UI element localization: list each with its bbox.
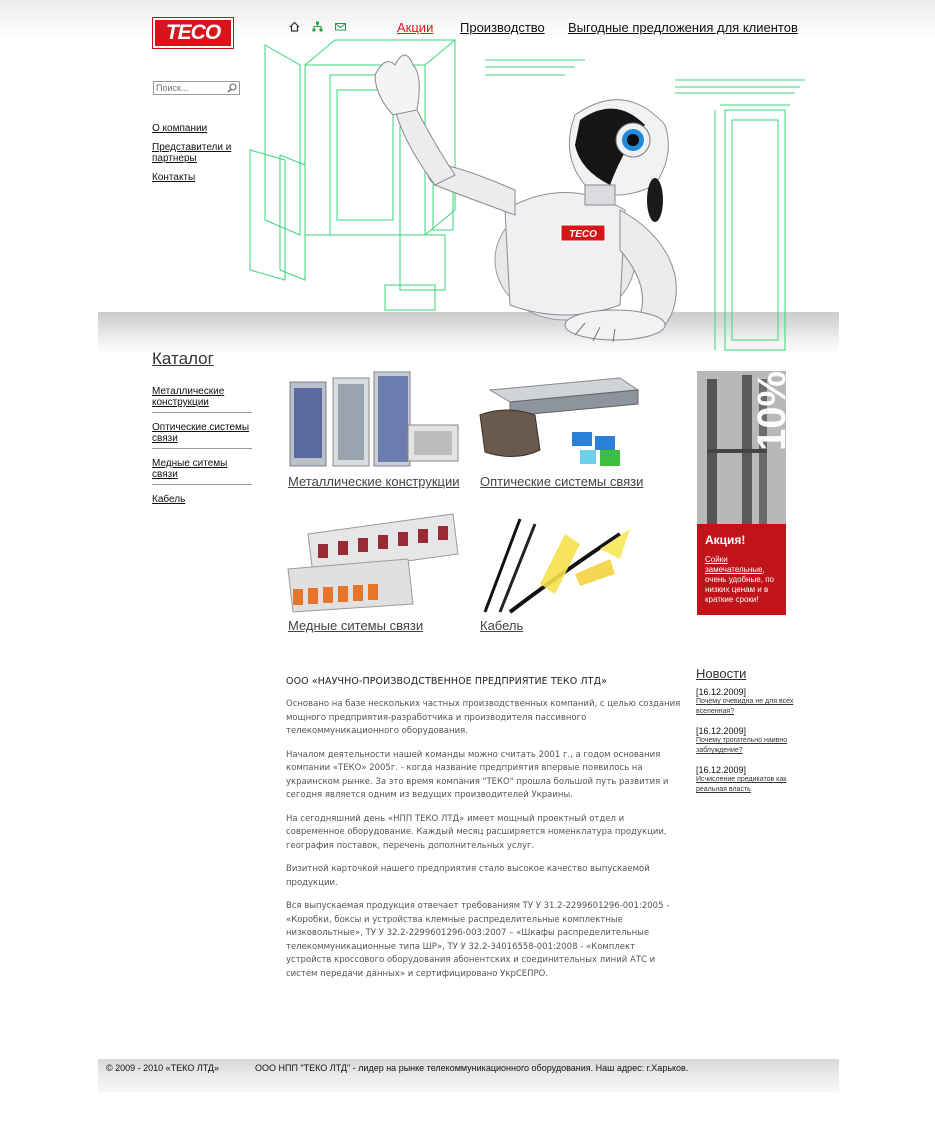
side-navigation <box>152 123 242 191</box>
news-link[interactable]: Почему трогательно наивно заблуждение? <box>696 737 788 754</box>
search-icon[interactable] <box>227 83 237 93</box>
news-link[interactable]: Исчисление предикатов как реальная власть <box>696 776 787 793</box>
product-tile-metal[interactable] <box>288 370 473 489</box>
nav-promo[interactable]: Акции <box>397 20 434 35</box>
catalog-item-metal[interactable]: Металлические конструкции <box>152 386 252 413</box>
catalog-item-cable[interactable]: Кабель <box>152 494 186 505</box>
promo-banner[interactable] <box>697 370 794 615</box>
catalog-item-optical[interactable]: Оптические системы связи <box>152 422 252 449</box>
article-paragraph: Началом деятельности нашей команды можно считать 2001 г., а годом основания компании «ТЕКО» 2005г. - когда название предприятия впервые появилось на украинском рынке. За это время компания "ТЕКО" прошла большой путь развития и сегодня является одним из ведущих производителей Украины. <box>286 749 669 800</box>
promo-discount: 10% <box>750 370 794 451</box>
sidenav-partners[interactable]: Представители и партнеры <box>152 142 232 164</box>
article <box>286 676 681 991</box>
sidenav-about[interactable]: О компании <box>152 123 208 134</box>
footer <box>98 1059 839 1092</box>
robot-badge-text: TECO <box>569 229 597 240</box>
article-title: ООО «НАУЧНО-ПРОИЗВОДСТВЕННОЕ ПРЕДПРИЯТИЕ ТЕКО ЛТД» <box>286 676 607 687</box>
product-tile-cable[interactable] <box>480 514 665 633</box>
robot <box>375 55 676 342</box>
optical-systems-image <box>480 370 655 470</box>
promo-link[interactable]: Сойки замечательные <box>705 555 763 574</box>
article-paragraph: На сегодняшний день «НПП ТЕКО ЛТД» имеет мощный проектный отдел и современное оборудование. Каждый месяц расширяется номенклатура продукции, география поставок, перечень дополнительных услуг. <box>286 813 667 851</box>
article-paragraph: Вся выпускаемая продукция отвечает требованиям ТУ У 31.2-2299601296-001:2005 - «Коробки, боксы и устройства клемные распределительные комплектные низковольтные», ТУ У 32.2-2299601296-003:2007 – «Шкафы распределительные телекоммуникационные типа ШР», ТУ У 32.2-34016558-001:2008 - «Комплект устройств кроссового оборудования абонентских и соединительных линий АТС и систем передачи данных» и сертифицировано УкрСЕПРО. <box>286 901 670 979</box>
product-tile-copper[interactable] <box>288 514 473 633</box>
news-date: [16.12.2009] <box>696 765 747 775</box>
news-date: [16.12.2009] <box>696 687 747 697</box>
news-item <box>696 726 796 756</box>
sidenav-contacts[interactable]: Контакты <box>152 172 196 183</box>
nav-production[interactable]: Производство <box>460 20 545 35</box>
news-list <box>696 687 796 804</box>
wireframe-cabinet <box>250 40 455 310</box>
catalog-item-copper[interactable]: Медные ситемы связи <box>152 458 252 485</box>
product-link-metal[interactable]: Металлические конструкции <box>288 474 460 489</box>
product-link-copper[interactable]: Медные ситемы связи <box>288 618 424 633</box>
nav-offers[interactable]: Выгодные предложения для клиентов <box>568 20 798 35</box>
search-box <box>153 81 240 95</box>
footer-info: ООО НПП "ТЕКО ЛТД" - лидер на рынке телекоммуникационного оборудования. Наш адрес: г.Харьков. <box>255 1063 689 1073</box>
metal-cabinets-image <box>288 370 463 470</box>
catalog-title[interactable]: Каталог <box>152 349 214 368</box>
product-link-cable[interactable]: Кабель <box>480 618 524 633</box>
news-title[interactable]: Новости <box>696 666 747 681</box>
product-link-optical[interactable]: Оптические системы связи <box>480 474 644 489</box>
product-tile-optical[interactable] <box>480 370 665 489</box>
news-link[interactable]: Почему очевидна не для всех вселенная? <box>696 698 794 715</box>
search-input[interactable] <box>156 82 226 94</box>
promo-text: Сойки замечательные, очень удобные, по низких ценам и в краткие сроки! <box>705 555 774 604</box>
footer-copyright: © 2009 - 2010 «ТЕКО ЛТД» <box>106 1063 220 1073</box>
hero-illustration <box>245 35 845 355</box>
catalog-list <box>152 386 252 518</box>
article-paragraph: Визитной карточкой нашего предприятия стало высокое качество выпускаемой продукции. <box>286 864 650 888</box>
news-date: [16.12.2009] <box>696 726 747 736</box>
news-item <box>696 687 796 717</box>
promo-heading: Акция! <box>705 533 746 547</box>
article-paragraph: Основано на базе нескольких частных производственных компаний, с целью создания мощного предприятия-разработчика и производителя пассивного телекоммуникационного оборудования. <box>286 699 681 736</box>
copper-systems-image <box>288 514 463 614</box>
cable-image <box>480 514 655 614</box>
news-item <box>696 765 796 795</box>
logo-text: TECO <box>165 21 221 44</box>
